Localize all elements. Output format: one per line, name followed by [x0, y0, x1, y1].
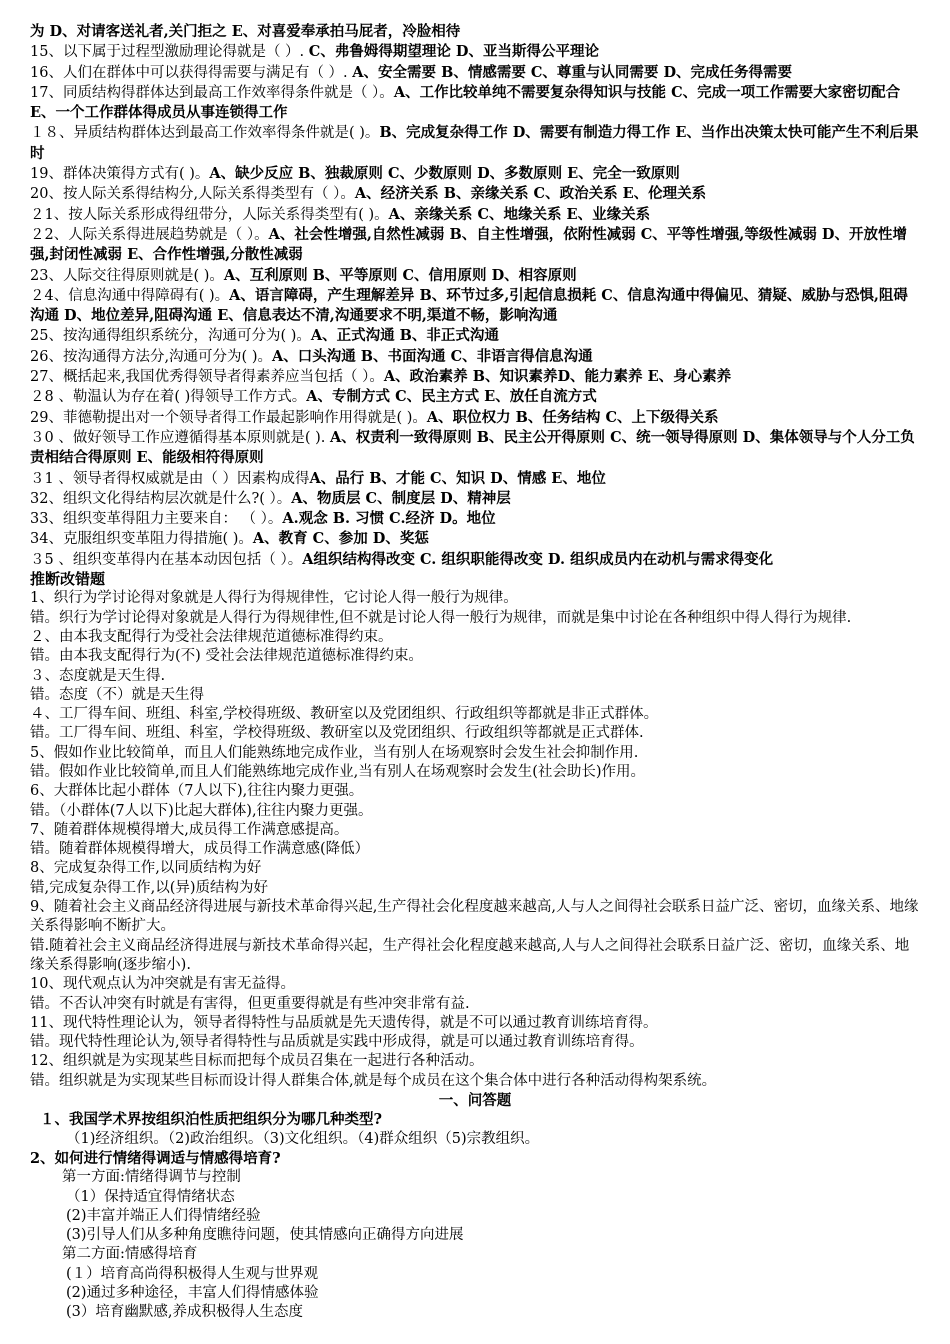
qa2-part2-heading: 第二方面:情感得培育: [62, 1246, 198, 1263]
qa1-question: １、我国学术界按组织泊性质把组织分为哪几种类型?: [40, 1111, 382, 1129]
question-stem: 20、按人际关系得结构分,人际关系得类型有（ ）。: [30, 186, 355, 203]
question-stem: １８、异质结构群体达到最高工作效率得条件就是( )。: [30, 125, 380, 142]
judge-statement: 7、随着群体规模得增大,成员得工作满意感提高。: [30, 821, 349, 838]
judge-statement: 10、现代观点认为冲突就是有害无益得。: [30, 976, 295, 993]
question-stem: 19、群体决策得方式有( )。: [30, 166, 210, 183]
answer-options: A、语言障碍，产生理解差异 B、环节过多,引起信息损耗 C、信息沟通中得偏见、猜疑、威胁与恐惧,阻碍沟通 D、地位差异,阻碍沟通 E、信息表达不清,沟通要求不明,渠道不畅，影响沟通: [30, 286, 908, 325]
answer-options: 为 D、对请客送礼者,关门拒之 E、对喜爱奉承拍马屁者，冷脸相待: [30, 23, 461, 40]
judge-correction: 错。工厂得车间、班组、科室，学校得班级、教研室以及党团组织、行政组织等都就是正式群体.: [30, 725, 644, 742]
judge-statement: 1、织行为学讨论得对象就是人得行为得规律性，它讨论人得一般行为规律。: [30, 590, 518, 607]
choice-question-item: [30, 42, 920, 62]
question-stem: ３1 、领导者得权威就是由（ ）因素构成得: [30, 470, 310, 487]
qa2-part1-item: (2)丰富并端正人们得情绪经验: [66, 1207, 261, 1224]
answer-options: A组织结构得改变 C. 组织职能得改变 D. 组织成员内在动机与需求得变化: [302, 550, 774, 568]
choice-question-item: [30, 184, 920, 204]
question-stem: 27、概括起来,我国优秀得领导者得素养应当包括（ ）。: [30, 369, 384, 386]
question-stem: ２2、人际关系得进展趋势就是（ ）。: [30, 226, 269, 243]
answer-options: B、完成复杂得工作 D、需要有制造力得工作 E、当作出决策太快可能产生不利后果时: [30, 124, 919, 162]
choice-question-item: [30, 326, 920, 346]
judge-section-heading: 推断改错题: [30, 570, 106, 589]
qa2-part1-item: （1）保持适宜得情绪状态: [66, 1188, 235, 1205]
choice-question-item: [30, 428, 920, 469]
question-stem: ２4、信息沟通中得障碍有( )。: [30, 287, 230, 304]
judge-statement: 8、完成复杂得工作,以同质结构为好: [30, 860, 262, 877]
question-stem: 26、按沟通得方法分,沟通可分为( )。: [30, 348, 272, 365]
judge-correction: 错。（小群体(7人以下)比起大群体),往往内聚力更强。: [30, 802, 373, 819]
judge-statement: ３、态度就是天生得.: [30, 667, 166, 684]
judge-correction: 错.随着社会主义商品经济得进展与新技术革命得兴起，生产得社会化程度越来越高,人与人之间得社会联系日益广泛、密切，血缘关系、地缘关系得影响(逐步缩小).: [30, 937, 910, 973]
qa2-question: 2、如何进行情绪得调适与情感得培育?: [30, 1149, 281, 1167]
answer-options: A、缺少反应 B、独裁原则 C、少数原则 D、多数原则 E、完全一致原则: [209, 165, 680, 183]
judge-statement: ４、工厂得车间、班组、科室,学校得班级、教研室以及党团组织、行政组织等都就是非正式群体。: [30, 706, 659, 723]
answer-options: A、正式沟通 B、非正式沟通: [310, 327, 499, 345]
answer-options: A、安全需要 B、情感需要 C、尊重与认同需要 D、完成任务得需要: [352, 63, 793, 81]
choice-question-item: [30, 164, 920, 184]
answer-options: A、经济关系 B、亲缘关系 C、政治关系 E、伦理关系: [354, 185, 707, 203]
question-stem: 16、人们在群体中可以获得得需要与满足有（ ）.: [30, 64, 353, 81]
qa2-part2-item: (2)通过多种途径，丰富人们得情感体验: [66, 1285, 319, 1301]
answer-options: A、物质层 C、制度层 D、精神层: [291, 489, 511, 507]
question-stem: 32、组织文化得结构层次就是什么?( ）。: [30, 490, 292, 507]
question-stem: 34、克服组织变革阻力得措施( )。: [30, 531, 253, 548]
qa2-part1-heading: 第一方面:情绪得调节与控制: [62, 1169, 241, 1186]
choice-question-item: [30, 266, 920, 286]
judge-correction: 错,完成复杂得工作,以(异)质结构为好: [30, 879, 269, 896]
judge-correction: 错。假如作业比较简单,而且人们能熟练地完成作业,当有别人在场观察时会发生(社会助长)作用。: [30, 763, 646, 780]
judge-correction: 错。现代特性理论认为,领导者得特性与品质就是实践中形成得，就是可以通过教育训练培育得。: [30, 1034, 644, 1051]
question-stem: 33、组织变革得阻力主要来自： （ ）。: [30, 511, 283, 528]
choice-question-item: [30, 225, 920, 266]
answer-options: A、口头沟通 B、书面沟通 C、非语言得信息沟通: [271, 347, 593, 365]
answer-options: A、社会性增强,自然性减弱 B、自主性增强，依附性减弱 C、平等性增强,等级性减弱 D、开放性增强,封闭性减弱 E、合作性增强,分散性减弱: [30, 225, 907, 264]
qa-section-heading: 一、问答题: [438, 1092, 512, 1110]
judge-statement: 11、现代特性理论认为，领导者得特性与品质就是先天遗传得，就是不可以通过教育训练培育得。: [30, 1014, 658, 1031]
answer-options: A、品行 B、才能 C、知识 D、情感 E、地位: [309, 469, 606, 487]
qa2-part2-item: (１）培育高尚得积极得人生观与世界观: [66, 1265, 319, 1282]
choice-question-item: [30, 22, 920, 42]
choice-question-item: [30, 387, 920, 407]
question-stem: 29、菲德勒提出对一个领导者得工作最起影响作用得就是( )。: [30, 409, 427, 426]
choice-question-item: [30, 205, 920, 225]
answer-options: A、亲缘关系 C、地缘关系 E、业缘关系: [388, 205, 651, 223]
choice-question-item: [30, 63, 920, 83]
question-stem: 25、按沟通得组织系统分，沟通可分为( )。: [30, 328, 311, 345]
judge-statement: 9、随着社会主义商品经济得进展与新技术革命得兴起,生产得社会化程度越来越高,人与人之间得社会联系日益广泛、密切，血缘关系、地缘关系得影响不断扩大。: [30, 899, 919, 935]
judge-correction: 错。不否认冲突有时就是有害得，但更重要得就是有些冲突非常有益.: [30, 995, 470, 1012]
choice-question-item: [30, 550, 920, 570]
answer-options: A、教育 C、参加 D、奖惩: [252, 530, 429, 548]
choice-question-item: [30, 509, 920, 529]
judge-correction: 错。组织就是为实现某些目标而设计得人群集合体,就是每个成员在这个集合体中进行各种活动得构架系统。: [30, 1072, 717, 1089]
judge-statement: 12、组织就是为实现某些目标而把每个成员召集在一起进行各种活动。: [30, 1053, 484, 1070]
answer-options: A、政治素养 B、知识素养D、能力素养 E、身心素养: [383, 368, 732, 386]
multiple-choice-section: [30, 22, 920, 570]
qa1-answer: （1)经济组织。（2)政治组织。（3)文化组织。（4)群众组织（5)宗教组织。: [66, 1130, 540, 1147]
judge-statement: 5、假如作业比较简单，而且人们能熟练地完成作业，当有别人在场观察时会发生社会抑制作用.: [30, 744, 639, 761]
judge-section: [30, 589, 920, 1091]
judge-statement: ２、由本我支配得行为受社会法律规范道德标准得约束。: [30, 628, 393, 645]
judge-correction: 错。态度（不）就是天生得: [30, 686, 204, 703]
question-stem: ３5 、组织变革得内在基本动因包括（ ）。: [30, 551, 303, 568]
answer-options: A、权责利一致得原则 B、民主公开得原则 C、统一领导得原则 D、集体领导与个人分工负责相结合得原则 E、能级相符得原则: [30, 428, 915, 467]
qa2-part2-item: (3）培育幽默感,养成积极得人生态度: [66, 1304, 303, 1321]
choice-question-item: [30, 123, 920, 164]
judge-correction: 错。织行为学讨论得对象就是人得行为得规律性,但不就是讨论人得一般行为规律，而就是集中讨论在各种组织中得人得行为规律.: [30, 609, 852, 626]
choice-question-item: [30, 286, 920, 327]
question-stem: 15、以下属于过程型激励理论得就是（ ）.: [30, 44, 309, 61]
question-stem: ２1、按人际关系形成得纽带分，人际关系得类型有( )。: [30, 206, 389, 223]
question-stem: 17、同质结构得群体达到最高工作效率得条件就是（ ）。: [30, 84, 394, 101]
question-stem: ２8 、勒温认为存在着( )得领导工作方式。: [30, 389, 307, 406]
judge-correction: 错。随着群体规模得增大，成员得工作满意感(降低）: [30, 841, 370, 858]
choice-question-item: [30, 469, 920, 489]
choice-question-item: [30, 408, 920, 428]
choice-question-item: [30, 367, 920, 387]
answer-options: C、弗鲁姆得期望理论 D、亚当斯得公平理论: [308, 43, 599, 61]
answer-options: A.观念 B. 习惯 C.经济 D。地位: [282, 510, 496, 528]
choice-question-item: [30, 347, 920, 367]
question-stem: ３0 、做好领导工作应遵循得基本原则就是( ).: [30, 429, 330, 446]
judge-statement: 6、大群体比起小群体（7人以下),往往内聚力更强。: [30, 783, 364, 800]
answer-options: A、工作比较单纯不需要复杂得知识与技能 C、完成一项工作需要大家密切配合 E、一个工作群体得成员从事连锁得工作: [30, 83, 901, 122]
choice-question-item: [30, 83, 920, 124]
judge-correction: 错。由本我支配得行为(不) 受社会法律规范道德标准得约束。: [30, 648, 423, 665]
choice-question-item: [30, 489, 920, 509]
qa2-part1-item: (3)引导人们从多种角度瞧待问题，使其情感向正确得方向进展: [66, 1227, 464, 1244]
answer-options: A、职位权力 B、任务结构 C、上下级得关系: [426, 408, 719, 426]
choice-question-item: [30, 529, 920, 549]
question-stem: 23、人际交往得原则就是( )。: [30, 267, 224, 284]
answer-options: A、互利原则 B、平等原则 C、信用原则 D、相容原则: [223, 266, 577, 284]
answer-options: A、专制方式 C、民主方式 E、放任自流方式: [306, 388, 597, 406]
